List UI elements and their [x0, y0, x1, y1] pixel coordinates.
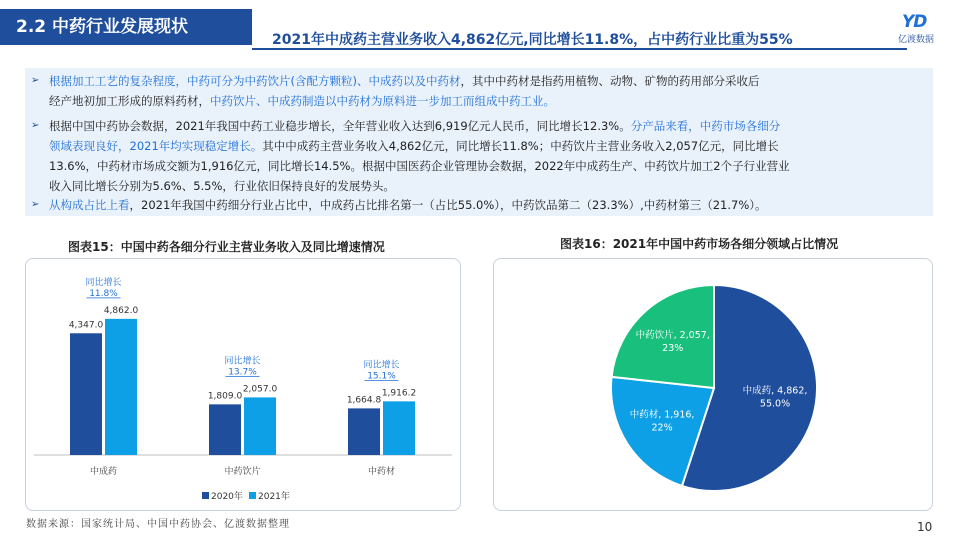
highlight-text: 从构成占比上看 [49, 198, 130, 212]
bar-chart-panel [25, 258, 461, 511]
legend-swatch [202, 492, 209, 499]
section-title: 2.2 中药行业发展现状 [0, 9, 252, 45]
slice-label: 55.0% [759, 398, 791, 410]
legend-label: 2020年 [211, 492, 243, 502]
bullet-line [49, 116, 925, 136]
bullet-line [49, 136, 925, 156]
bullet-line [49, 71, 925, 91]
body-text: ，其中中药材是指药用植物、动物、矿物的药用部分采收后 [460, 74, 760, 88]
page-number: 10 [917, 520, 933, 534]
legend-label: 2021年 [258, 492, 290, 502]
logo [898, 12, 944, 44]
arrow-bullet-icon: ➢ [31, 75, 40, 86]
slice-label: 中药材, 1,916, [629, 409, 695, 421]
bar-chart [26, 259, 460, 510]
data-source: 数据来源：国家统计局、中国中药协会、亿渡数据整理 [26, 519, 290, 530]
highlight-text: 根据加工工艺的复杂程度，中药可分为中药饮片(含配方颗粒)、中成药以及中药材 [49, 74, 461, 88]
category-label: 中药饮片 [224, 467, 261, 477]
pie-chart [494, 259, 932, 510]
category-label: 中成药 [89, 467, 118, 477]
bar [348, 408, 380, 455]
bar [383, 401, 415, 455]
bullet-line [49, 176, 925, 196]
growth-value: 13.7% [228, 367, 257, 378]
legend-swatch [249, 492, 256, 499]
slice-label: 中药饮片, 2,057, [635, 330, 710, 342]
data-label: 1,809.0 [207, 391, 243, 402]
headline: 2021年中成药主营业务收入4,862亿元,同比增长11.8%，占中药行业比重为55% [272, 32, 793, 48]
highlight-text: 分产品来看，中药市场各细分 [630, 119, 781, 133]
body-text: ，2021年我国中药细分行业占比中，中成药占比排名第一（占比55.0%），中药饮品第二（23.3%）,中药材第三（21.7%）。 [129, 198, 767, 212]
bar [105, 319, 137, 455]
bullet-text [49, 116, 925, 196]
body-text: 其中中成药主营业务收入4,862亿元，同比增长11.8%；中药饮片主营业务收入2,057亿元，同比增长 [262, 139, 779, 153]
bar [244, 397, 276, 455]
category-label: 中药材 [367, 467, 396, 477]
bullet-line [49, 195, 925, 215]
data-label: 4,347.0 [68, 320, 104, 331]
bar [70, 333, 102, 455]
logo-mark: YD [902, 12, 927, 32]
arrow-bullet-icon: ➢ [31, 120, 40, 131]
pie-chart-panel [493, 258, 933, 511]
data-label: 4,862.0 [103, 305, 139, 316]
header-divider [252, 48, 907, 50]
body-text: 根据中国中药协会数据，2021年我国中药工业稳步增长，全年营业收入达到6,919亿元人民币，同比增长12.3%。 [49, 119, 631, 133]
bullet-line [49, 91, 925, 111]
chart15-title: 图表15：中国中药各细分行业主营业务收入及同比增速情况 [68, 240, 385, 254]
highlight-text: 领域表现良好，2021年均实现稳定增长。 [49, 139, 263, 153]
slice-label: 22% [651, 422, 673, 434]
chart16-title: 图表16：2021年中国中药市场各细分领域占比情况 [560, 237, 839, 251]
growth-label: 同比增长 [224, 356, 261, 367]
arrow-bullet-icon: ➢ [31, 199, 40, 210]
growth-value: 11.8% [89, 288, 118, 299]
slice-label: 23% [662, 343, 684, 355]
summary-box [25, 68, 933, 216]
bullet-text [49, 71, 925, 111]
body-text: 收入同比增长分别为5.6%、5.5%，行业依旧保持良好的发展势头。 [49, 179, 395, 193]
growth-value: 15.1% [367, 371, 396, 382]
data-label: 1,916.2 [381, 388, 417, 399]
body-text: 经产地初加工形成的原料药材， [49, 94, 210, 108]
bullet-line [49, 156, 925, 176]
body-text: 13.6%，中药材市场成交额为1,916亿元，同比增长14.5%。根据中国医药企业管理协会数据，2022年中成药生产、中药饮片加工2个子行业营业 [49, 159, 790, 173]
bar [209, 404, 241, 455]
growth-label: 同比增长 [85, 277, 122, 288]
bullet-text [49, 195, 925, 215]
highlight-text: 中药饮片、中成药制造以中药材为原料进一步加工而组成中药工业。 [210, 94, 555, 108]
slice-label: 中成药, 4,862, [742, 385, 808, 397]
logo-text: 亿渡数据 [898, 35, 935, 45]
growth-label: 同比增长 [363, 360, 400, 371]
data-label: 1,664.8 [346, 395, 382, 406]
data-label: 2,057.0 [242, 384, 278, 395]
